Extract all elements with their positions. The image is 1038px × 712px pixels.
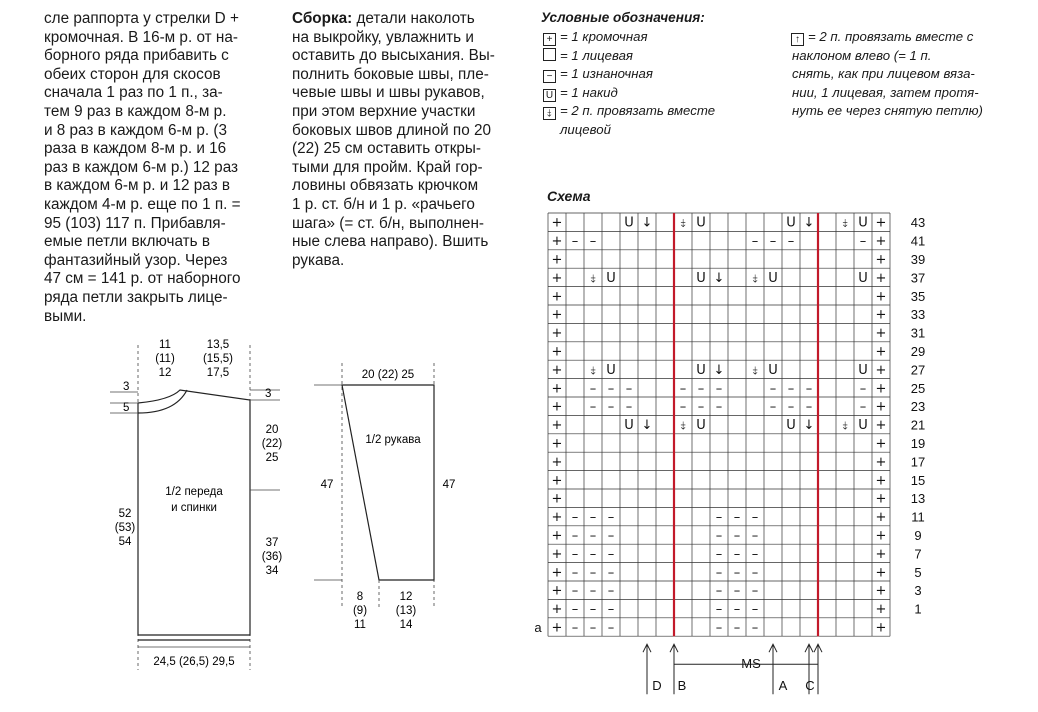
left-height-dims <box>115 508 136 548</box>
chart-symbol: + <box>551 234 563 250</box>
chart-symbol: – <box>571 528 579 544</box>
chart-symbol: U <box>696 418 706 434</box>
chart-symbol: – <box>697 381 705 397</box>
armhole-dims <box>262 424 283 464</box>
chart-symbol: U <box>696 270 706 286</box>
sleeve-left-height: 47 <box>320 479 334 491</box>
dim: (36) <box>261 551 283 563</box>
chart-symbol: – <box>733 565 741 581</box>
dim: 17,5 <box>206 367 230 379</box>
text-line: оставить до высыхания. Вы- <box>292 47 495 65</box>
instructions-column-1 <box>44 10 276 326</box>
chart-symbol: – <box>589 602 597 618</box>
chart-symbol: U <box>786 215 796 231</box>
row-number: 43 <box>910 215 926 231</box>
chart-symbol: – <box>859 234 867 250</box>
text-line: рукава. <box>292 251 345 269</box>
chart-symbol: + <box>875 215 887 231</box>
chart-symbol: – <box>751 528 759 544</box>
chart-symbol: + <box>875 436 887 452</box>
schema-title: Схема <box>547 188 591 204</box>
chart-symbol: + <box>875 307 887 323</box>
chart-symbol: + <box>875 510 887 526</box>
chart-symbol: + <box>875 602 887 618</box>
row-number: 21 <box>910 417 926 433</box>
row-number: 15 <box>910 472 926 488</box>
dim: (11) <box>155 353 175 365</box>
chart-symbol: – <box>733 620 741 636</box>
chart-symbol: ↓ <box>713 362 725 378</box>
chart-symbol: – <box>607 602 615 618</box>
text-line: шага» (= ст. б/н, выполнен- <box>292 214 484 232</box>
chart-symbol: – <box>589 381 597 397</box>
dim: 52 <box>118 508 132 520</box>
row-number: 27 <box>910 362 926 378</box>
chart-symbol: – <box>787 381 795 397</box>
chart-symbol: – <box>751 546 759 562</box>
chart-symbol: – <box>571 602 579 618</box>
row-number: 25 <box>910 380 926 396</box>
text-line: на выкройку, увлажнить и <box>292 28 474 46</box>
sleeve-right-height: 47 <box>442 479 456 491</box>
text-line: 95 (103) 117 п. Прибавля- <box>44 214 226 232</box>
chart-symbol: + <box>875 289 887 305</box>
text-line: емые петли включать в <box>44 233 210 251</box>
chart-symbol: – <box>571 234 579 250</box>
chart-symbol: – <box>715 602 723 618</box>
dim: 11 <box>159 339 171 351</box>
chart-symbol: U <box>624 418 634 434</box>
dim: 34 <box>265 565 279 577</box>
text-line: кромочная. В 16-м р. от на- <box>44 28 238 46</box>
chart-symbol: – <box>805 399 813 415</box>
dim: 12 <box>158 367 172 379</box>
text-line: боковых швов длиной по 20 <box>292 121 491 139</box>
dim: (53) <box>114 522 136 534</box>
chart-symbol: – <box>715 510 723 526</box>
chart-symbol: + <box>875 270 887 286</box>
neck-depth-2: 5 <box>123 402 130 414</box>
chart-symbol: + <box>875 528 887 544</box>
chart-symbol: – <box>715 528 723 544</box>
chart-symbol: U <box>624 215 634 231</box>
legend-symbol-icon: − <box>543 70 556 83</box>
dim: (15,5) <box>202 353 234 365</box>
dim: 54 <box>118 536 132 548</box>
row-number: 37 <box>910 270 926 286</box>
legend-item <box>543 28 648 47</box>
chart-symbol: – <box>751 565 759 581</box>
row-number: 23 <box>910 399 926 415</box>
front-back-pattern-piece <box>105 335 285 675</box>
chart-symbol: ⤈ <box>752 363 758 377</box>
chart-symbol: – <box>589 399 597 415</box>
sleeve-label: 1/2 рукава <box>365 434 421 446</box>
chart-symbol: – <box>625 381 633 397</box>
chart-symbol: U <box>768 362 778 378</box>
chart-symbol: + <box>875 565 887 581</box>
legend-symbol-icon: U <box>543 89 556 102</box>
chart-symbol: – <box>805 381 813 397</box>
row-number: 5 <box>914 564 922 580</box>
front-label-1: 1/2 переда <box>165 486 223 498</box>
legend-title: Условные обозначения: <box>541 10 705 25</box>
dim: (9) <box>352 605 368 617</box>
chart-symbol: + <box>551 436 563 452</box>
chart-symbol: ⤈ <box>842 419 848 433</box>
chart-symbol: – <box>589 510 597 526</box>
text-line: при этом верхние участки <box>292 102 476 120</box>
arrow-label: MS <box>741 656 761 672</box>
text-line: ные слева направо). Вшить <box>292 233 489 251</box>
text-line: тыми для пройм. Край гор- <box>292 158 483 176</box>
row-number: 17 <box>910 454 926 470</box>
chart-symbol: + <box>551 473 563 489</box>
arrow-label: D <box>652 678 662 694</box>
chart-symbol: ⤈ <box>680 216 686 230</box>
chart-symbol: – <box>589 565 597 581</box>
chart-symbol: + <box>551 454 563 470</box>
chart-symbol: + <box>875 234 887 250</box>
side-dims <box>262 537 283 577</box>
legend-item <box>543 47 633 66</box>
chart-symbol: + <box>875 362 887 378</box>
chart-symbol: – <box>571 565 579 581</box>
text-line: (22) 25 см оставить откры- <box>292 140 481 158</box>
chart-symbol: + <box>551 362 563 378</box>
chart-symbol: + <box>551 528 563 544</box>
chart-symbol: + <box>875 344 887 360</box>
dim: 11 <box>354 619 366 631</box>
chart-symbol: + <box>551 399 563 415</box>
text-line: полнить боковые швы, пле- <box>292 65 489 83</box>
legend-text: нии, 1 лицевая, затем протя- <box>792 84 979 100</box>
chart-symbol: + <box>875 583 887 599</box>
chart-symbol: + <box>551 270 563 286</box>
text-line: борного ряда прибавить с <box>44 47 229 65</box>
row-number: 7 <box>914 546 922 562</box>
assembly-heading: Сборка: <box>292 10 353 27</box>
legend-item-slant-decrease <box>791 28 983 121</box>
chart-symbol: + <box>551 307 563 323</box>
chart-symbol: + <box>875 546 887 562</box>
legend-item <box>543 84 618 103</box>
chart-symbol: – <box>751 602 759 618</box>
shoulder-drop: 3 <box>265 388 272 400</box>
chart-symbol: – <box>571 546 579 562</box>
chart-symbol: + <box>551 510 563 526</box>
chart-symbol: U <box>768 270 778 286</box>
assembly-column <box>292 10 524 270</box>
chart-symbol: + <box>875 252 887 268</box>
chart-symbol: – <box>589 234 597 250</box>
chart-symbol: – <box>751 583 759 599</box>
chart-symbol: – <box>589 546 597 562</box>
chart-symbol: U <box>858 362 868 378</box>
text-line: в каждом 6-м р. и 12 раз в <box>44 177 231 195</box>
chart-symbol: – <box>769 399 777 415</box>
chart-symbol: – <box>679 399 687 415</box>
legend-symbol-icon: ⤈ <box>543 107 556 120</box>
chart-symbol: – <box>715 546 723 562</box>
legend-item <box>543 102 715 139</box>
assembly-first-line <box>292 10 524 29</box>
row-number: 9 <box>914 528 922 543</box>
sleeve-top-dims: 20 (22) 25 <box>361 369 415 381</box>
chart-symbol: – <box>751 510 759 526</box>
text-line: ряда петли закрыть лице- <box>44 288 228 306</box>
chart-symbol: + <box>551 602 563 618</box>
legend-text: = 2 п. провязать вместе <box>560 103 716 118</box>
dim: 25 <box>265 452 279 464</box>
chart-symbol: U <box>696 362 706 378</box>
sleeve-bottom-right-dims <box>396 591 417 631</box>
chart-symbol: – <box>607 528 615 544</box>
chart-symbol: – <box>571 620 579 636</box>
chart-symbol: ⤈ <box>752 271 758 285</box>
chart-symbol: – <box>769 381 777 397</box>
text-line: фантазийный узор. Через <box>44 251 228 269</box>
chart-symbol: + <box>875 473 887 489</box>
chart-symbol: U <box>858 418 868 434</box>
legend-text: наклоном влево (= 1 п. <box>792 47 932 63</box>
text-line: сначала 1 раз по 1 п., за- <box>44 84 223 102</box>
chart-symbol: – <box>679 381 687 397</box>
chart-symbol: ↓ <box>641 418 653 434</box>
text-line: и 8 раз в каждом 6-м р. (3 <box>44 121 227 139</box>
chart-symbol: + <box>551 344 563 360</box>
chart-symbol: U <box>858 215 868 231</box>
chart-symbol: – <box>733 510 741 526</box>
row-number: 39 <box>910 252 926 267</box>
chart-symbol: – <box>607 510 615 526</box>
legend-text: лицевой <box>560 121 611 137</box>
legend-text: нуть ее через снятую петлю) <box>792 103 983 118</box>
text-line: каждом 4-м р. еще по 1 п. = <box>44 195 241 213</box>
dim: 8 <box>356 591 364 603</box>
arrow-label: B <box>677 678 687 694</box>
chart-symbol: + <box>551 381 563 397</box>
chart-symbol: U <box>696 215 706 231</box>
legend-text: = 2 п. провязать вместе с <box>808 29 974 44</box>
chart-symbol: – <box>751 234 759 250</box>
top-left-dims <box>155 339 175 379</box>
text-line: обеих сторон для скосов <box>44 65 221 83</box>
chart-symbol: + <box>551 289 563 305</box>
chart-symbol: – <box>733 583 741 599</box>
text-line: раза в каждом 8-м р. и 16 <box>44 140 227 158</box>
arrow-label: C <box>805 678 815 694</box>
chart-symbol: – <box>607 546 615 562</box>
row-number: 19 <box>910 436 926 451</box>
dim: 14 <box>399 619 413 631</box>
chart-symbol: – <box>715 620 723 636</box>
chart-symbol: – <box>733 602 741 618</box>
legend-text: = 1 кромочная <box>560 29 648 44</box>
chart-symbol: ↓ <box>713 270 725 286</box>
row-a-label: a <box>534 620 542 635</box>
chart-symbol: – <box>607 565 615 581</box>
chart-symbol: + <box>551 418 563 434</box>
text-line: раз в каждом 6-м р.) 12 раз <box>44 158 239 176</box>
row-number: 29 <box>910 344 926 359</box>
row-number: 3 <box>914 583 922 599</box>
neck-depth-1: 3 <box>123 381 130 393</box>
chart-symbol: + <box>551 620 563 636</box>
text-line: тем 9 раз в каждом 8-м р. <box>44 102 227 120</box>
chart-symbol: – <box>733 546 741 562</box>
chart-symbol: + <box>875 381 887 397</box>
chart-symbol: – <box>625 399 633 415</box>
chart-symbol: + <box>551 565 563 581</box>
chart-symbol: + <box>875 454 887 470</box>
chart-symbol: – <box>751 620 759 636</box>
chart-symbol: U <box>786 418 796 434</box>
legend-symbol-icon <box>543 48 556 61</box>
legend-text: снять, как при лицевом вяза- <box>792 66 975 81</box>
chart-symbol: – <box>715 565 723 581</box>
arrow-label: A <box>778 678 788 694</box>
legend-symbol-icon: + <box>543 33 556 46</box>
chart-symbol: – <box>859 399 867 415</box>
chart-symbol: – <box>859 381 867 397</box>
chart-symbol: – <box>715 583 723 599</box>
text-line: выми. <box>44 307 87 325</box>
dim: 13,5 <box>206 339 230 351</box>
chart-symbol: – <box>589 620 597 636</box>
chart-symbol: – <box>787 399 795 415</box>
row-number: 1 <box>914 601 922 617</box>
front-label-2: и спинки <box>171 502 217 514</box>
dim: 12 <box>399 591 413 603</box>
chart-symbol: – <box>571 510 579 526</box>
chart-symbol: – <box>607 381 615 397</box>
bottom-dims: 24,5 (26,5) 29,5 <box>153 656 235 668</box>
chart-symbol: + <box>551 491 563 507</box>
chart-symbol: + <box>875 399 887 415</box>
text-line: сле раппорта у стрелки D + <box>44 10 239 27</box>
chart-symbol: + <box>875 326 887 342</box>
chart-symbol: – <box>589 528 597 544</box>
chart-symbol: + <box>551 546 563 562</box>
legend-text: = 1 накид <box>560 84 618 100</box>
chart-symbol: ↓ <box>803 215 815 231</box>
legend-text: = 1 лицевая <box>560 47 633 63</box>
text-line: чевые швы и швы рукавов, <box>292 84 485 102</box>
dim: (13) <box>395 605 417 617</box>
chart-symbol: + <box>551 215 563 231</box>
dim: 20 <box>265 424 279 436</box>
chart-symbol: – <box>715 399 723 415</box>
legend-text: = 1 изнаночная <box>560 66 653 81</box>
row-number: 33 <box>910 307 926 323</box>
chart-symbol: + <box>875 418 887 434</box>
row-number: 11 <box>911 509 925 525</box>
chart-symbol: U <box>606 362 616 378</box>
chart-symbol: + <box>875 491 887 507</box>
chart-symbol: – <box>607 620 615 636</box>
chart-symbol: – <box>733 528 741 544</box>
chart-symbol: – <box>607 583 615 599</box>
chart-symbol: ↓ <box>803 418 815 434</box>
top-right-dims <box>203 339 233 379</box>
chart-symbol: + <box>551 326 563 342</box>
up-arrow-icon: ↑ <box>791 33 804 46</box>
chart-symbol: – <box>787 234 795 250</box>
chart-symbol: ⤈ <box>680 419 686 433</box>
chart-symbol: ⤈ <box>590 271 596 285</box>
chart-symbol: – <box>769 234 777 250</box>
chart-symbol: + <box>875 620 887 636</box>
text-line: 47 см = 141 р. от наборного <box>44 270 241 288</box>
assembly-first-line-rest: детали наколоть <box>352 10 475 27</box>
legend-item <box>543 65 653 84</box>
text-line: ловины обвязать крючком <box>292 177 479 195</box>
legend <box>541 10 1031 140</box>
chart-symbol: ↓ <box>641 215 653 231</box>
knitting-chart-grid <box>530 205 1038 694</box>
chart-symbol: – <box>589 583 597 599</box>
row-number: 13 <box>910 491 926 507</box>
chart-symbol: + <box>551 252 563 268</box>
sleeve-pattern-piece <box>312 358 462 638</box>
text-line: 1 р. ст. б/н и 1 р. «рачьего <box>292 195 475 213</box>
row-number: 41 <box>910 233 926 249</box>
chart-symbol: – <box>571 583 579 599</box>
chart-symbol: + <box>551 583 563 599</box>
chart-symbol: – <box>697 399 705 415</box>
chart-symbol: ⤈ <box>590 363 596 377</box>
row-number: 35 <box>910 288 926 304</box>
chart-symbol: – <box>715 381 723 397</box>
dim: 37 <box>265 537 279 549</box>
sleeve-bottom-left-dims <box>353 591 367 631</box>
row-number: 31 <box>910 325 926 341</box>
chart-symbol: – <box>607 399 615 415</box>
chart-symbol: U <box>858 270 868 286</box>
chart-symbol: ⤈ <box>842 216 848 230</box>
chart-symbol: U <box>606 270 616 286</box>
dim: (22) <box>261 438 283 450</box>
